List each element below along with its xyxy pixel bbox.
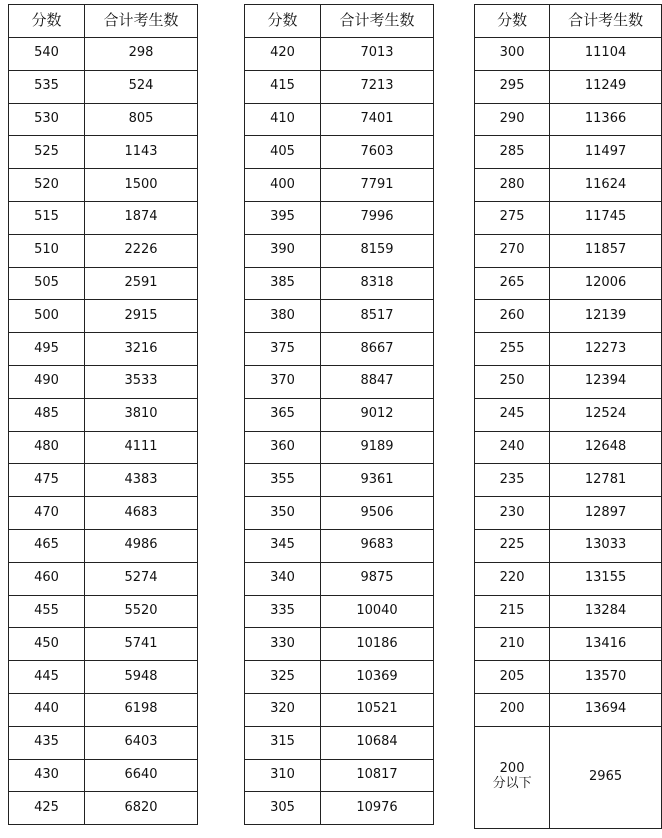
count-cell: 11497 — [550, 136, 662, 169]
count-cell: 10186 — [321, 628, 434, 661]
count-cell: 13155 — [550, 562, 662, 595]
score-cell: 475 — [9, 464, 85, 497]
count-cell: 5948 — [85, 661, 198, 694]
score-cell: 255 — [475, 333, 550, 366]
score-cell: 530 — [9, 103, 85, 136]
count-cell: 1500 — [85, 169, 198, 202]
score-cell: 535 — [9, 70, 85, 103]
score-cell: 365 — [245, 398, 321, 431]
score-cell: 360 — [245, 431, 321, 464]
count-header: 合计考生数 — [85, 5, 198, 38]
count-cell: 5520 — [85, 595, 198, 628]
count-cell: 13570 — [550, 661, 662, 694]
count-cell: 12897 — [550, 497, 662, 530]
table-row — [245, 726, 434, 759]
table-row — [9, 792, 198, 825]
count-cell: 5741 — [85, 628, 198, 661]
table-row — [245, 529, 434, 562]
count-cell: 3810 — [85, 398, 198, 431]
score-cell: 290 — [475, 103, 550, 136]
count-cell: 10976 — [321, 792, 434, 825]
table-row — [9, 136, 198, 169]
score-cell: 270 — [475, 234, 550, 267]
table-body — [245, 5, 434, 825]
count-cell: 298 — [85, 38, 198, 71]
count-cell: 1874 — [85, 201, 198, 234]
count-cell: 7996 — [321, 201, 434, 234]
table-row — [9, 759, 198, 792]
count-cell: 6640 — [85, 759, 198, 792]
table-row — [9, 300, 198, 333]
score-cell: 435 — [9, 726, 85, 759]
table-body — [475, 5, 662, 829]
score-cell: 220 — [475, 562, 550, 595]
count-cell: 2591 — [85, 267, 198, 300]
header-row — [245, 5, 434, 38]
count-cell: 9506 — [321, 497, 434, 530]
table-row — [245, 234, 434, 267]
score-header: 分数 — [245, 5, 321, 38]
score-cell: 460 — [9, 562, 85, 595]
count-cell: 11624 — [550, 169, 662, 202]
table-row — [475, 70, 662, 103]
count-cell: 9683 — [321, 529, 434, 562]
score-cell: 310 — [245, 759, 321, 792]
score-cell: 390 — [245, 234, 321, 267]
table-row — [475, 464, 662, 497]
score-header: 分数 — [9, 5, 85, 38]
score-cell: 480 — [9, 431, 85, 464]
count-cell: 12006 — [550, 267, 662, 300]
table-row — [245, 136, 434, 169]
score-cell: 465 — [9, 529, 85, 562]
count-cell: 13284 — [550, 595, 662, 628]
score-cell: 305 — [245, 792, 321, 825]
score-cell: 250 — [475, 365, 550, 398]
table-row — [475, 562, 662, 595]
score-cell: 205 — [475, 661, 550, 694]
table-row — [475, 201, 662, 234]
score-cell: 485 — [9, 398, 85, 431]
table-row — [9, 398, 198, 431]
count-cell: 10684 — [321, 726, 434, 759]
score-cell: 520 — [9, 169, 85, 202]
score-cell: 490 — [9, 365, 85, 398]
count-cell: 5274 — [85, 562, 198, 595]
score-cell — [475, 726, 550, 828]
score-cell: 260 — [475, 300, 550, 333]
count-cell: 1143 — [85, 136, 198, 169]
table-row — [475, 267, 662, 300]
count-cell: 4683 — [85, 497, 198, 530]
score-cell: 405 — [245, 136, 321, 169]
count-header: 合计考生数 — [321, 5, 434, 38]
table-row — [245, 267, 434, 300]
table-row — [245, 431, 434, 464]
count-cell: 13416 — [550, 628, 662, 661]
score-cell: 335 — [245, 595, 321, 628]
count-cell: 11104 — [550, 38, 662, 71]
count-cell: 6198 — [85, 693, 198, 726]
table-row — [245, 693, 434, 726]
table-row — [245, 365, 434, 398]
score-cell: 225 — [475, 529, 550, 562]
count-cell: 8517 — [321, 300, 434, 333]
table-row — [475, 365, 662, 398]
table-row — [475, 661, 662, 694]
score-table-right — [474, 4, 662, 829]
score-cell: 265 — [475, 267, 550, 300]
score-cell: 350 — [245, 497, 321, 530]
count-cell: 11249 — [550, 70, 662, 103]
count-cell: 9012 — [321, 398, 434, 431]
score-cell: 370 — [245, 365, 321, 398]
score-line-1: 200 — [499, 761, 525, 777]
count-cell: 4986 — [85, 529, 198, 562]
table-row — [245, 333, 434, 366]
count-cell: 3533 — [85, 365, 198, 398]
score-cell: 505 — [9, 267, 85, 300]
table-row — [9, 595, 198, 628]
score-cell: 200 — [475, 693, 550, 726]
score-cell: 340 — [245, 562, 321, 595]
table-row — [245, 497, 434, 530]
count-cell: 7791 — [321, 169, 434, 202]
table-row — [9, 365, 198, 398]
table-row — [245, 562, 434, 595]
table-row — [245, 792, 434, 825]
score-cell: 330 — [245, 628, 321, 661]
table-row — [9, 38, 198, 71]
count-cell: 8318 — [321, 267, 434, 300]
count-cell: 12394 — [550, 365, 662, 398]
count-cell: 2915 — [85, 300, 198, 333]
table-row — [9, 628, 198, 661]
count-cell: 7603 — [321, 136, 434, 169]
score-cell: 280 — [475, 169, 550, 202]
score-cell: 275 — [475, 201, 550, 234]
table-row — [9, 234, 198, 267]
table-row — [245, 201, 434, 234]
score-cell: 235 — [475, 464, 550, 497]
score-cell: 375 — [245, 333, 321, 366]
count-cell: 6403 — [85, 726, 198, 759]
table-row — [245, 300, 434, 333]
table-row — [9, 562, 198, 595]
score-cell: 245 — [475, 398, 550, 431]
score-table-left — [8, 4, 198, 825]
score-cell: 395 — [245, 201, 321, 234]
score-cell: 450 — [9, 628, 85, 661]
count-cell: 2226 — [85, 234, 198, 267]
count-cell: 12524 — [550, 398, 662, 431]
score-cell: 355 — [245, 464, 321, 497]
score-cell: 525 — [9, 136, 85, 169]
table-row — [475, 38, 662, 71]
score-cell: 315 — [245, 726, 321, 759]
table-row — [9, 726, 198, 759]
count-cell: 524 — [85, 70, 198, 103]
score-table-middle — [244, 4, 434, 825]
table-row — [9, 103, 198, 136]
table-row — [9, 169, 198, 202]
score-cell: 300 — [475, 38, 550, 71]
score-cell: 345 — [245, 529, 321, 562]
count-cell: 10817 — [321, 759, 434, 792]
score-cell: 495 — [9, 333, 85, 366]
count-cell: 7013 — [321, 38, 434, 71]
table-row — [9, 267, 198, 300]
score-cell: 420 — [245, 38, 321, 71]
table-row — [9, 661, 198, 694]
table-row — [245, 595, 434, 628]
count-cell: 11745 — [550, 201, 662, 234]
score-line-2: 分以下 — [492, 776, 532, 792]
table-body — [9, 5, 198, 825]
score-cell: 410 — [245, 103, 321, 136]
table-row — [9, 464, 198, 497]
score-cell: 430 — [9, 759, 85, 792]
table-row — [475, 103, 662, 136]
count-cell: 10521 — [321, 693, 434, 726]
table-row — [245, 628, 434, 661]
score-cell: 540 — [9, 38, 85, 71]
table-row — [245, 759, 434, 792]
score-cell: 230 — [475, 497, 550, 530]
table-row — [475, 628, 662, 661]
table-row — [9, 70, 198, 103]
table-row — [245, 661, 434, 694]
count-cell: 6820 — [85, 792, 198, 825]
score-cell: 445 — [9, 661, 85, 694]
table-row-below-200 — [475, 726, 662, 828]
score-cell: 210 — [475, 628, 550, 661]
count-cell: 4383 — [85, 464, 198, 497]
table-row — [475, 333, 662, 366]
count-cell: 11366 — [550, 103, 662, 136]
count-cell: 10369 — [321, 661, 434, 694]
count-cell: 13694 — [550, 693, 662, 726]
table-row — [475, 595, 662, 628]
count-cell: 12139 — [550, 300, 662, 333]
score-cell: 385 — [245, 267, 321, 300]
header-row — [475, 5, 662, 38]
score-cell: 320 — [245, 693, 321, 726]
table-row — [245, 464, 434, 497]
table-row — [9, 529, 198, 562]
count-header: 合计考生数 — [550, 5, 662, 38]
table-row — [245, 103, 434, 136]
score-cell: 500 — [9, 300, 85, 333]
table-row — [9, 497, 198, 530]
score-cell: 470 — [9, 497, 85, 530]
count-cell: 8159 — [321, 234, 434, 267]
table-row — [245, 70, 434, 103]
count-cell: 10040 — [321, 595, 434, 628]
score-cell: 400 — [245, 169, 321, 202]
table-row — [475, 398, 662, 431]
score-cell: 425 — [9, 792, 85, 825]
table-row — [245, 169, 434, 202]
table-row — [475, 431, 662, 464]
count-cell: 7401 — [321, 103, 434, 136]
table-row — [245, 38, 434, 71]
score-header: 分数 — [475, 5, 550, 38]
count-cell: 805 — [85, 103, 198, 136]
count-cell: 3216 — [85, 333, 198, 366]
count-cell: 12273 — [550, 333, 662, 366]
count-cell: 2965 — [550, 726, 662, 828]
table-row — [475, 529, 662, 562]
count-cell: 11857 — [550, 234, 662, 267]
header-row — [9, 5, 198, 38]
count-cell: 12781 — [550, 464, 662, 497]
count-cell: 8847 — [321, 365, 434, 398]
table-row — [475, 234, 662, 267]
table-row — [475, 300, 662, 333]
score-cell: 415 — [245, 70, 321, 103]
table-row — [9, 201, 198, 234]
score-cell: 380 — [245, 300, 321, 333]
score-cell: 510 — [9, 234, 85, 267]
count-cell: 13033 — [550, 529, 662, 562]
score-cell: 295 — [475, 70, 550, 103]
score-cell: 455 — [9, 595, 85, 628]
table-row — [245, 398, 434, 431]
table-row — [9, 333, 198, 366]
table-row — [475, 169, 662, 202]
count-cell: 9189 — [321, 431, 434, 464]
table-row — [475, 497, 662, 530]
score-cell: 215 — [475, 595, 550, 628]
count-cell: 9361 — [321, 464, 434, 497]
count-cell: 7213 — [321, 70, 434, 103]
table-row — [475, 693, 662, 726]
count-cell: 12648 — [550, 431, 662, 464]
count-cell: 8667 — [321, 333, 434, 366]
table-row — [475, 136, 662, 169]
table-row — [9, 693, 198, 726]
score-cell: 285 — [475, 136, 550, 169]
score-cell: 440 — [9, 693, 85, 726]
table-row — [9, 431, 198, 464]
score-cell: 240 — [475, 431, 550, 464]
count-cell: 4111 — [85, 431, 198, 464]
score-cell: 325 — [245, 661, 321, 694]
count-cell: 9875 — [321, 562, 434, 595]
score-cell: 515 — [9, 201, 85, 234]
